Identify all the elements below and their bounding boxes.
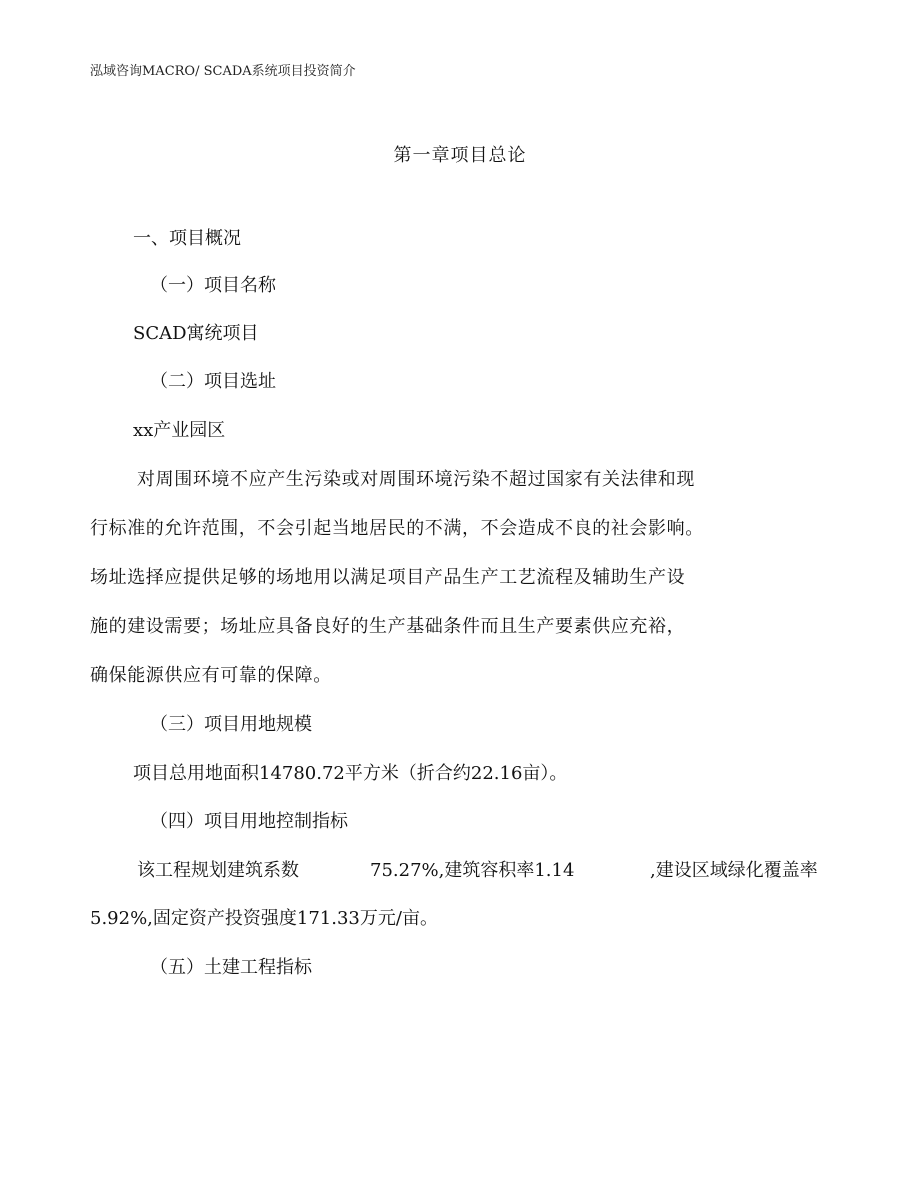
site-paragraph-line-5: 确保能源供应有可靠的保障。 [90,665,332,686]
subsection-heading-land: （三）项目用地规模 [150,714,312,735]
section-heading-overview: 一、项目概况 [133,228,241,249]
site-paragraph-line-4: 施的建设需要；场址应具备良好的生产基础条件而且生产要素供应充裕， [90,616,686,637]
site-paragraph-line-1: 对周围环境不应产生污染或对周围环境污染不超过国家有关法律和现 [137,469,695,490]
control-line-2: 5.92%,固定资产投资强度171.33万元/亩。 [90,908,438,929]
chapter-title: 第一章项目总论 [393,145,527,166]
control-line-1-label: 该工程规划建筑系数 [137,860,299,881]
page-header: 泓域咨询MACRO/ SCADA系统项目投资简介 [90,64,356,79]
site-paragraph-line-2: 行标准的允许范围，不会引起当地居民的不满，不会造成不良的社会影响。 [90,518,704,539]
land-area-value: 项目总用地面积14780.72平方米（折合约22.16亩）。 [133,763,568,784]
subsection-heading-name: （一）项目名称 [150,275,276,296]
project-site-value: xx产业园区 [133,420,226,441]
subsection-heading-site: （二）项目选址 [150,371,276,392]
control-line-1-metrics: 75.27%,建筑容积率1.14 [370,860,575,881]
site-paragraph-line-3: 场址选择应提供足够的场地用以满足项目产品生产工艺流程及辅助生产设 [90,567,686,588]
subsection-heading-civil: （五）土建工程指标 [150,957,312,978]
project-name-value: SCAD寓统项目 [133,323,259,344]
subsection-heading-control: （四）项目用地控制指标 [150,811,348,832]
control-line-1-greening: ,建设区域绿化覆盖率 [650,860,818,881]
